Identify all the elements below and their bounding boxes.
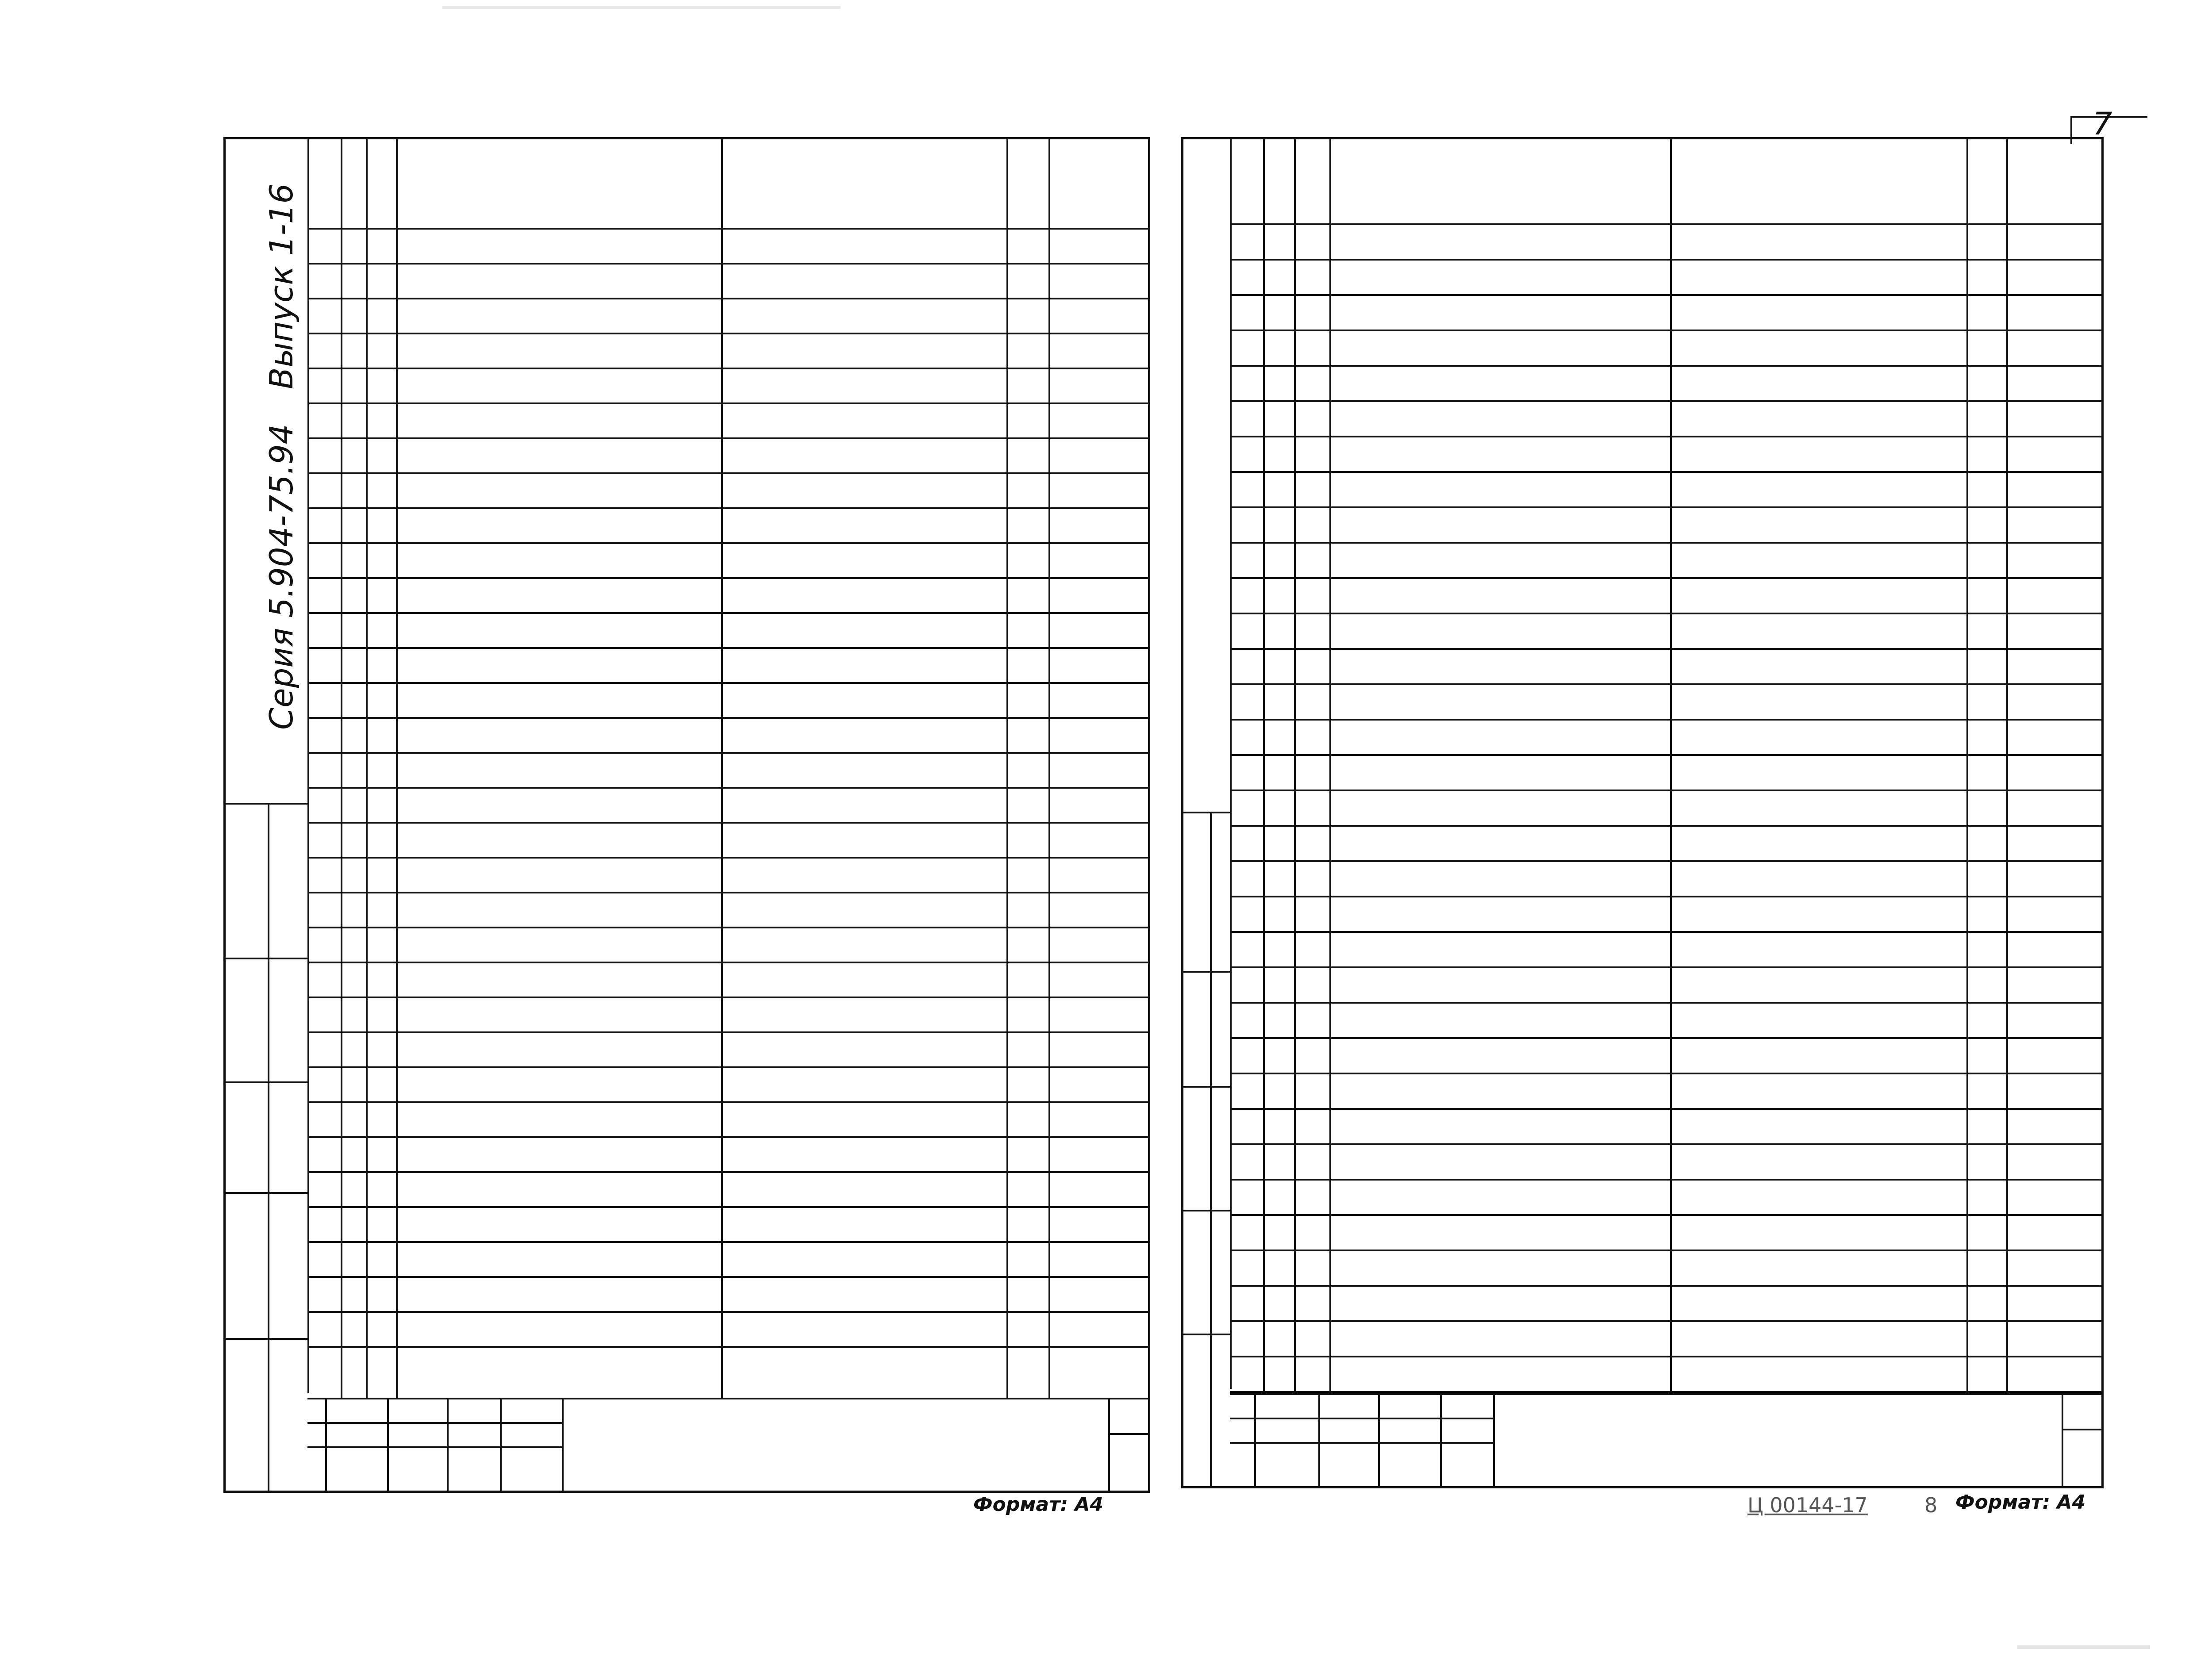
title-block-col: [1318, 1393, 1320, 1486]
title-block-mid: [307, 1422, 562, 1424]
copy-stamp-number: 8: [1924, 1493, 1938, 1517]
stamp-divider: [1183, 1086, 1230, 1088]
table-row-divider: [1230, 471, 2101, 473]
table-row-divider: [307, 472, 1148, 474]
title-block-main-right: [1108, 1398, 1110, 1491]
table-row-divider: [307, 962, 1148, 963]
table-row-divider: [1230, 259, 2101, 261]
title-block-col: [1440, 1393, 1442, 1486]
table-row-divider: [307, 927, 1148, 928]
column-divider: [1294, 139, 1296, 1393]
table-row-divider: [307, 402, 1148, 404]
table-row-divider: [1230, 790, 2101, 791]
stamp-divider: [226, 1192, 307, 1194]
column-divider: [366, 139, 368, 1398]
stamp-inner-line: [268, 803, 269, 1491]
table-row-divider: [307, 612, 1148, 614]
format-label-right: Формат: А4: [1955, 1491, 2086, 1514]
table-row-divider: [1230, 966, 2101, 968]
table-row-divider: [1230, 1143, 2101, 1145]
title-block-mid: [1230, 1418, 1493, 1419]
table-row-divider: [1230, 400, 2101, 402]
table-row-divider: [307, 507, 1148, 509]
table-row-divider: [1230, 648, 2101, 650]
column-divider: [307, 139, 309, 803]
series-label: Серия 5.904-75.94: [263, 424, 300, 730]
column-divider: [1966, 139, 1968, 1393]
table-row-divider: [1230, 825, 2101, 827]
stamp-divider: [226, 958, 307, 959]
title-block-main-left: [1493, 1393, 1495, 1486]
issue-label: Выпуск 1-16: [263, 183, 300, 389]
spec-sheet-left: [223, 137, 1150, 1493]
table-row-divider: [1230, 365, 2101, 367]
page-number-top: 7: [2093, 106, 2112, 142]
table-row-divider: [307, 1206, 1148, 1208]
title-block-col: [325, 1398, 327, 1491]
table-row-divider: [307, 997, 1148, 998]
spec-sheet-right: [1181, 137, 2104, 1488]
table-row-divider: [1230, 506, 2101, 508]
table-row-divider: [1230, 1073, 2101, 1074]
stamp-divider: [1183, 1210, 1230, 1211]
table-row-divider: [307, 787, 1148, 789]
table-row-divider: [1230, 1214, 2101, 1216]
table-row-divider: [307, 892, 1148, 893]
column-divider: [341, 139, 342, 1398]
scan-mark: [2017, 1645, 2150, 1649]
stamp-divider: [226, 1338, 307, 1340]
table-row-divider: [307, 1031, 1148, 1033]
table-row-divider: [1230, 613, 2101, 614]
column-divider: [1263, 139, 1265, 1393]
stamp-divider: [226, 803, 307, 805]
column-divider: [2006, 139, 2008, 1393]
table-row-divider: [307, 682, 1148, 684]
format-label-left: Формат: А4: [973, 1493, 1104, 1516]
stamp-inner-line: [1210, 812, 1212, 1486]
table-row-divider: [307, 437, 1148, 439]
table-row-divider: [1230, 1391, 2101, 1393]
table-row-divider: [1230, 1320, 2101, 1322]
table-row-divider: [307, 647, 1148, 649]
table-row-divider: [1230, 1285, 2101, 1287]
title-block-mid: [307, 1446, 562, 1448]
column-divider: [721, 139, 723, 1398]
table-row-divider: [307, 717, 1148, 719]
title-block-top: [307, 1398, 1148, 1399]
table-row-divider: [307, 752, 1148, 754]
title-block-col: [500, 1398, 502, 1491]
table-row-divider: [307, 1276, 1148, 1278]
table-row-divider: [1230, 577, 2101, 579]
stamp-strip-border: [1230, 812, 1232, 1389]
table-row-divider: [1230, 683, 2101, 685]
table-row-divider: [307, 822, 1148, 824]
column-divider: [396, 139, 398, 1398]
scan-mark: [442, 6, 841, 9]
table-row-divider: [1230, 754, 2101, 756]
title-block-main-left: [562, 1398, 564, 1491]
column-divider: [1230, 139, 1232, 812]
copy-stamp: Ц 00144-17: [1747, 1493, 1868, 1517]
table-row-divider: [1230, 896, 2101, 897]
title-block-col: [1254, 1393, 1256, 1486]
table-row-divider: [307, 1346, 1148, 1348]
table-row-divider: [1230, 931, 2101, 933]
table-row-divider: [307, 263, 1148, 264]
table-row-divider: [1230, 1002, 2101, 1004]
title-block-main-right: [2062, 1393, 2063, 1486]
table-row-divider: [1230, 436, 2101, 437]
table-row-divider: [307, 1171, 1148, 1173]
table-row-divider: [307, 577, 1148, 579]
stamp-divider: [1183, 1334, 1230, 1335]
column-divider: [1006, 139, 1008, 1398]
title-block-sheet-div: [1108, 1433, 1148, 1435]
table-row-divider: [307, 1136, 1148, 1138]
table-row-divider: [307, 1311, 1148, 1313]
table-row-divider: [307, 1066, 1148, 1068]
header-divider: [1230, 223, 2101, 225]
table-row-divider: [1230, 294, 2101, 296]
table-row-divider: [307, 857, 1148, 859]
table-row-divider: [1230, 1179, 2101, 1181]
title-block-col: [1378, 1393, 1380, 1486]
title-block-mid: [1230, 1442, 1493, 1444]
table-row-divider: [307, 1101, 1148, 1103]
table-row-divider: [1230, 330, 2101, 331]
stamp-divider: [226, 1081, 307, 1083]
stamp-divider: [1183, 971, 1230, 973]
title-block-sheet-div: [2062, 1429, 2101, 1430]
header-divider: [307, 228, 1148, 230]
table-row-divider: [1230, 860, 2101, 862]
table-row-divider: [1230, 1037, 2101, 1039]
table-row-divider: [1230, 1108, 2101, 1110]
table-row-divider: [1230, 542, 2101, 544]
stamp-divider: [1183, 812, 1230, 813]
table-row-divider: [307, 333, 1148, 334]
column-divider: [1670, 139, 1672, 1393]
table-row-divider: [1230, 1250, 2101, 1251]
title-block-top: [1230, 1393, 2101, 1395]
column-divider: [1329, 139, 1331, 1393]
table-row-divider: [307, 368, 1148, 369]
table-row-divider: [307, 1241, 1148, 1243]
table-row-divider: [1230, 719, 2101, 721]
title-block-col: [387, 1398, 389, 1491]
table-row-divider: [1230, 1356, 2101, 1357]
table-row-divider: [307, 298, 1148, 299]
table-row-divider: [307, 542, 1148, 544]
column-divider: [1048, 139, 1050, 1398]
title-block-col: [447, 1398, 449, 1491]
